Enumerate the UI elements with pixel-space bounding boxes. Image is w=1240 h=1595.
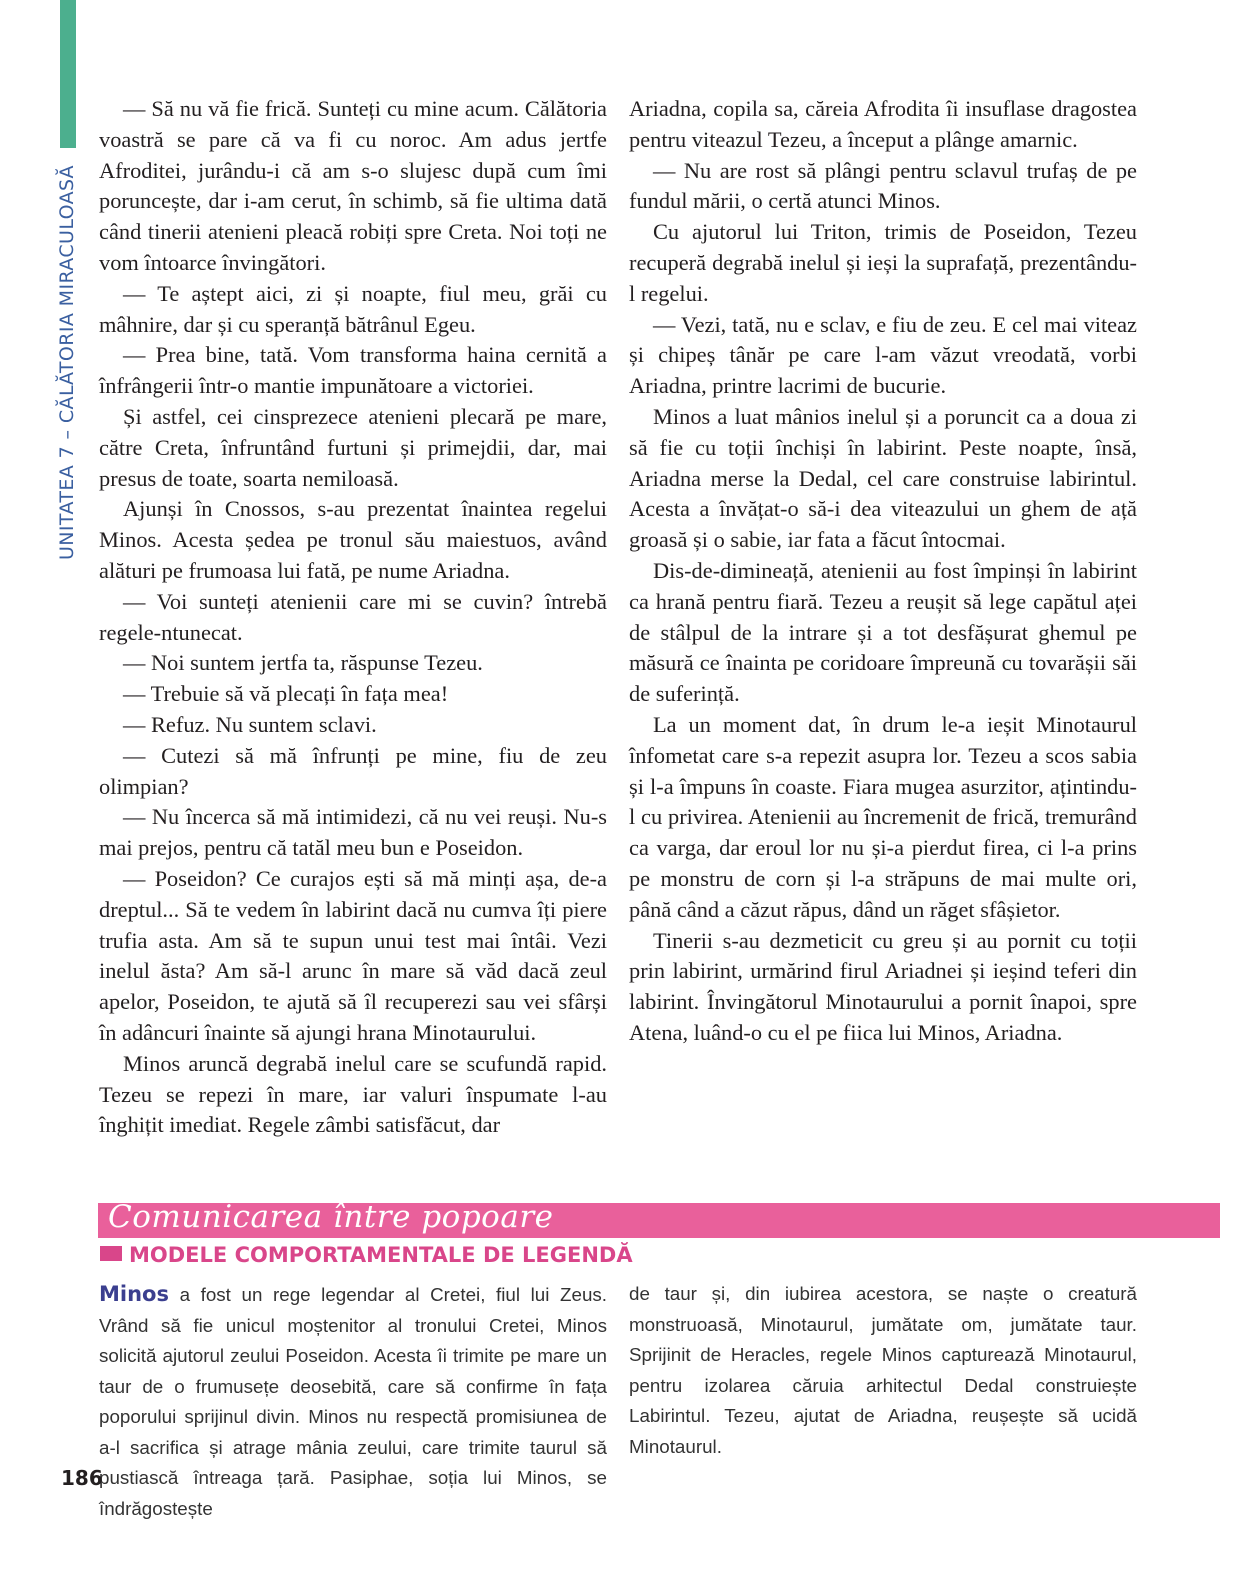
story-paragraph-continuation: Ariadna, copila sa, căreia Afrodita îi insuflase dragostea pentru viteazul Tezeu, a început a plânge amarnic. [629, 96, 1137, 152]
info-lead-word: Minos [99, 1282, 169, 1306]
info-text-right: de taur și, din iubirea acestora, se naște o creatură monstruoasă, Minotaurul, jumătate om, jumătate taur. Sprijinit de Heracles, regele Minos capturează Minotaurul, pentru izolarea căruia arhitectul Dedal construiește Labirintul. Tezeu, ajutat de Ariadna, reușește să ucidă Minotaurul. [629, 1283, 1137, 1457]
section-banner-title: Comunicarea între popoare [108, 1199, 554, 1235]
story-paragraph: — Să nu vă fie frică. Sunteți cu mine acum. Călătoria voastră se pare că va fi cu noroc. Am adus jertfe Afroditei, jurându-i că am s-o slujesc după cum îmi poruncește, dar i-am cerut, în schimb, să fie ultima dată când tinerii atenieni pleacă robiți spre Creta. Noi toți ne vom întoarce învingători. [99, 96, 607, 275]
story-paragraph: Și astfel, cei cinsprezece atenieni plecară pe mare, către Creta, înfruntând furtuni și primejdii, dar, mai presus de toate, soarta nemiloasă. [99, 403, 607, 491]
story-paragraph: Dis-de-dimineață, atenienii au fost împinși în labirint ca hrană pentru fiară. Tezeu a reușit să lege capătul aței de stâlpul de la intrare și a tot desfășurat ghemul pe măsură ce înainta pe coridoare împreună cu tovarășii săi de suferință. [629, 557, 1137, 707]
unit-accent-bar [60, 0, 76, 148]
info-column-left [99, 1279, 607, 1524]
story-paragraph: La un moment dat, în drum le-a ieșit Minotaurul înfometat care s-a repezit asupra lor. Tezeu a scos sabia și l-a împuns în coaste. Fiara mugea asurzitor, ațintindu-l cu privirea. Atenienii au încremenit de frică, tremurând ca varga, dar eroul lor nu și-a pierdut firea, ci l-a prins pe monstru de corn și l-a străpuns de mai multe ori, până când a căzut răpus, dând un răget sfâșietor. [629, 711, 1137, 922]
story-paragraph: — Nu încerca să mă intimidezi, că nu vei reuși. Nu-s mai prejos, pentru că tatăl meu bun e Poseidon. [99, 804, 607, 861]
story-paragraph: — Vezi, tată, nu e sclav, e fiu de zeu. E cel mai viteaz și chipeș tânăr pe care l-am văzut vreodată, vorbi Ariadna, printre lacrimi de bucurie. [629, 311, 1137, 399]
info-subheading [100, 1243, 633, 1267]
story-paragraph: Ajunși în Cnossos, s-au prezentat înaintea regelui Minos. Acesta ședea pe tronul său maiestuos, având alături pe frumoasa lui fată, pe nume Ariadna. [99, 496, 607, 583]
unit-label: UNITATEA 7 – CĂLĂTORIA MIRACULOASĂ [56, 165, 78, 560]
info-column-right [629, 1279, 1137, 1462]
story-paragraph: — Cutezi să mă înfrunți pe mine, fiu de zeu olimpian? [99, 742, 607, 799]
info-subheading-text: MODELE COMPORTAMENTALE DE LEGENDĂ [129, 1243, 633, 1267]
story-paragraph: Tinerii s-au dezmeticit cu greu și au pornit cu toții prin labirint, urmărind firul Ariadnei și ieșind teferi din labirint. Învingătorul Minotaurului a pornit înapoi, spre Atena, luând-o cu el pe fiica lui Minos, Ariadna. [629, 927, 1137, 1045]
story-paragraph: — Prea bine, tată. Vom transforma haina cernită a înfrângerii într-o mantie impunătoare a victoriei. [99, 342, 607, 399]
story-paragraph: Cu ajutorul lui Triton, trimis de Poseidon, Tezeu recuperă degrabă inelul și ieși la suprafață, prezentându-l regelui. [629, 219, 1137, 306]
story-paragraph: — Refuz. Nu suntem sclavi. [123, 711, 377, 737]
story-paragraph: Minos aruncă degrabă inelul care se scufundă rapid. Tezeu se repezi în mare, iar valuri înspumate l-au înghițit imediat. Regele zâmbi satisfăcut, dar [99, 1050, 607, 1138]
story-paragraph: — Nu are rost să plângi pentru sclavul trufaș de pe fundul mării, o certă atunci Minos. [629, 157, 1137, 214]
story-column-left [99, 94, 607, 1141]
story-paragraph: — Noi suntem jertfa ta, răspunse Tezeu. [123, 650, 483, 676]
square-bullet-icon [100, 1246, 122, 1261]
story-paragraph: — Te aștept aici, zi și noapte, fiul meu, grăi cu mâhnire, dar și cu speranță bătrânul Egeu. [99, 280, 607, 337]
story-column-right [629, 94, 1137, 1049]
page-number: 186 [61, 1466, 103, 1490]
story-paragraph: — Poseidon? Ce curajos ești să mă minți așa, de-a dreptul... Să te vedem în labirint dacă nu cumva îți piere trufia asta. Am să te supun unui test mai întâi. Vezi inelul ăsta? Am să-l arunc în mare să văd dacă zeul apelor, Poseidon, te ajută să îl recuperezi sau vei sfârși în adâncuri înainte să ajungi hrana Minotaurului. [99, 865, 607, 1045]
story-paragraph: — Voi sunteți atenienii care mi se cuvin? întrebă regele-ntunecat. [99, 588, 607, 645]
story-paragraph: — Trebuie să vă plecați în fața mea! [123, 681, 449, 707]
story-paragraph: Minos a luat mânios inelul și a poruncit ca a doua zi să fie cu toții închiși în labirint. Peste noapte, însă, Ariadna merse la Dedal, cel care construise labirintul. Acesta a învățat-o să-i dea viteazului un ghem de ață groasă și o sabie, iar fata a făcut întocmai. [629, 403, 1137, 553]
info-text-left: a fost un rege legendar al Cretei, fiul lui Zeus. Vrând să fie unicul moștenitor al tronului Cretei, Minos solicită ajutorul zeului Poseidon. Acesta îi trimite pe mare un taur de o frumusețe deosebită, care să confirme în fața poporului sprijinul divin. Minos nu respectă promisiunea de a-l sacrifica și atrage mânia zeului, care trimite taurul să pustiască întreaga țară. Pasiphae, soția lui Minos, se îndrăgostește [99, 1284, 607, 1519]
